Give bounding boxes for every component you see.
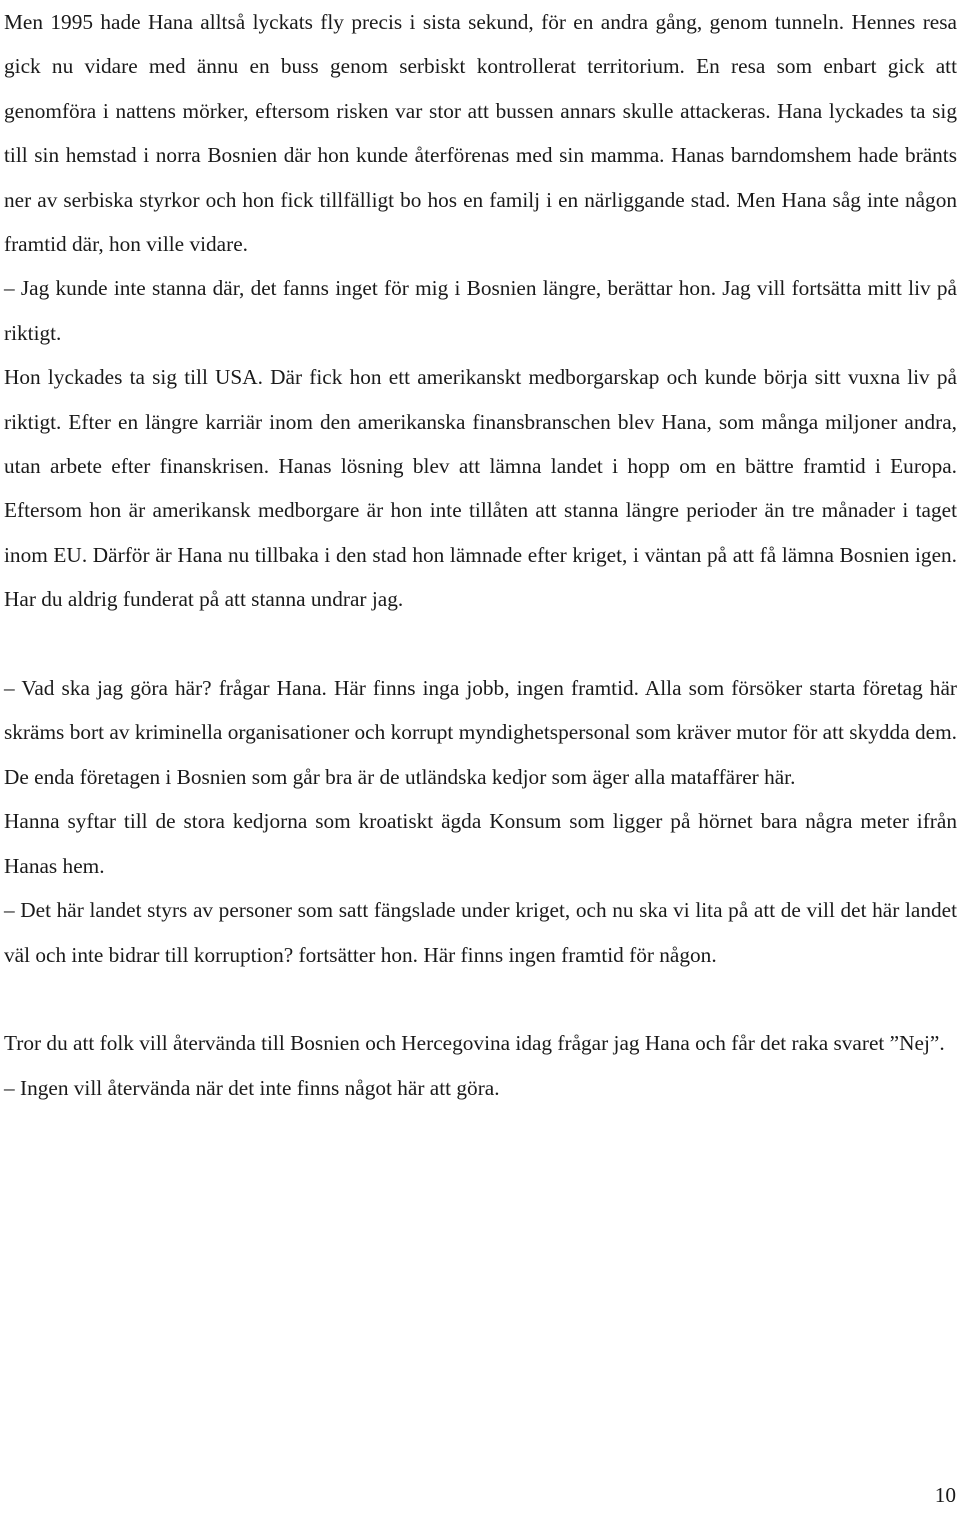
paragraph-escape-tunnel: Men 1995 hade Hana alltså lyckats fly precis i sista sekund, för en andra gång, genom tunneln. Hennes resa gick nu vidare med ännu en buss genom serbiskt kontrollerat territorium. En resa som enbart gick att genomföra i nattens mörker, eftersom risken var stor att bussen annars skulle attackeras. Hana lyckades ta sig till sin hemstad i norra Bosnien där hon kunde återförenas med sin mamma. Hanas barndomshem hade bränts ner av serbiska styrkor och hon fick tillfälligt bo hos en familj i en närliggande stad. Men Hana såg inte någon framtid där, hon ville vidare. bbox=[4, 10, 957, 257]
paragraph-usa-and-return: Hon lyckades ta sig till USA. Där fick hon ett amerikanskt medborgarskap och kunde börja sitt vuxna liv på riktigt. Efter en längre karriär inom den amerikanska finansbranschen blev Hana, som många miljoner andra, utan arbete efter finanskrisen. Hanas lösning blev att lämna landet i hopp om en bättre framtid i Europa. Eftersom hon är amerikansk medborgare är hon inte tillåten att stanna längre perioder än tre månader i taget inom EU. Därför är Hana nu tillbaka i den stad hon lämnade efter kriget, i väntan på att få lämna Bosnien igen. Har du aldrig funderat på att stanna undrar jag. bbox=[4, 365, 957, 612]
paragraph-quote-continue-life: – Jag kunde inte stanna där, det fanns inget för mig i Bosnien längre, berättar hon. Jag vill fortsätta mitt liv på riktigt. bbox=[4, 276, 957, 345]
paragraph-konsum: Hanna syftar till de stora kedjorna som kroatiskt ägda Konsum som ligger på hörnet bara några meter ifrån Hanas hem. bbox=[4, 809, 957, 878]
paragraph-return-question: Tror du att folk vill återvända till Bosnien och Hercegovina idag frågar jag Hana och får det raka svaret ”Nej”. bbox=[4, 1031, 945, 1056]
page-number: 10 bbox=[934, 1483, 956, 1507]
document-page bbox=[4, 0, 957, 1110]
paragraph-quote-nobody-returns: – Ingen vill återvända när det inte finns något här att göra. bbox=[4, 1075, 500, 1100]
paragraph-gap bbox=[4, 622, 957, 666]
paragraph-quote-corruption: – Det här landet styrs av personer som satt fängslade under kriget, och nu ska vi lita på att de vill det här landet väl och inte bidrar till korruption? fortsätter hon. Här finns ingen framtid för någon. bbox=[4, 898, 957, 967]
paragraph-quote-no-future: – Vad ska jag göra här? frågar Hana. Här finns inga jobb, ingen framtid. Alla som försöker starta företag här skräms bort av kriminella organisationer och korrupt myndighetspersonal som kräver mutor för att skydda dem. De enda företagen i Bosnien som går bra är de utländska kedjor som äger alla mataffärer här. bbox=[4, 676, 957, 789]
paragraph-gap bbox=[4, 977, 957, 1021]
